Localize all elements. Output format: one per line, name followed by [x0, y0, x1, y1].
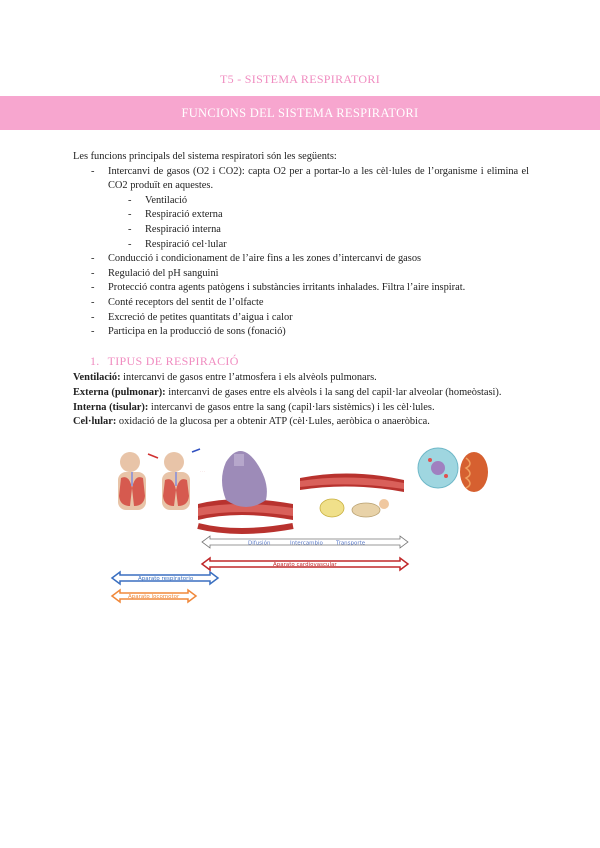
list-item: - Respiració interna	[108, 223, 529, 238]
intro-text: Les funcions principals del sistema respiratori són les següents:	[73, 151, 337, 162]
respiration-diagram	[108, 442, 493, 612]
list-item: - Intercanvi de gasos (O2 i CO2): capta O2 per a portar-lo a les cèl·lules de l’organisme i elimina el CO2 produït en aquestes. - Ventilació - Respiració externa - Respiració interna - Respiració cel·lular	[73, 165, 529, 253]
cardiovascular-label: Aparato cardiovascular	[273, 562, 337, 568]
systemic-capillary-illustration	[300, 473, 404, 517]
definition-externa: Externa (pulmonar): intercanvi de gases entre els alvèols i la sang del capil·lar alveolar (homeòstasi).	[73, 386, 502, 398]
lungs-inspiration-illustration	[118, 452, 158, 510]
locomotor-label: Aparato locomotor	[128, 594, 180, 600]
list-item: - Excreció de petites quantitats d’aigua i calor	[73, 311, 529, 326]
list-item: - Conté receptors del sentit de l’olfacte	[73, 296, 529, 311]
list-item: - Respiració externa	[108, 208, 529, 223]
lungs-expiration-illustration	[162, 449, 200, 510]
functions-list	[73, 165, 529, 340]
exchange-label-transporte: Transporte	[336, 540, 366, 547]
respiratorio-arrow	[112, 572, 218, 584]
list-item: - Conducció i condicionament de l’aire fins a les zones d’intercanvi de gasos	[73, 252, 529, 267]
mitochondrion-illustration	[460, 452, 488, 492]
list-item: - Ventilació	[108, 194, 529, 209]
svg-text:· · ·: · · ·	[200, 469, 205, 473]
section-heading	[90, 354, 529, 369]
cell-illustration	[418, 448, 458, 488]
cardiovascular-arrow	[202, 558, 408, 570]
locomotor-arrow	[112, 590, 196, 602]
section-number: 1.	[90, 353, 100, 368]
exchange-label-intercambio: Intercambio	[290, 540, 323, 547]
section-banner: FUNCIONS DEL SISTEMA RESPIRATORI	[0, 96, 600, 130]
respiratorio-label: Aparato respiratorio	[138, 576, 194, 582]
list-item: - Respiració cel·lular	[108, 238, 529, 253]
list-item: - Participa en la producció de sons (fonació)	[73, 325, 529, 340]
alveolus-capillary-illustration	[198, 451, 293, 531]
section-title: TIPUS DE RESPIRACIÓ	[107, 353, 239, 368]
definition-ventilacio: Ventilació: intercanvi de gasos entre l’atmosfera i els alvèols pulmonars.	[73, 372, 377, 384]
list-item: - Regulació del pH sanguini	[73, 267, 529, 282]
list-item: - Protecció contra agents patògens i substàncies irritants inhalades. Filtra l’aire inspirat.	[73, 281, 529, 296]
document-title: T5 - SISTEMA RESPIRATORI	[219, 72, 380, 86]
exchange-arrow	[202, 536, 408, 548]
definition-interna: Interna (tisular): intercanvi de gasos entre la sang (capil·lars sistèmics) i les cèl·lules.	[73, 401, 435, 413]
exchange-label-diffusion: Difusión	[248, 540, 271, 547]
respiration-figure	[108, 442, 493, 612]
gas-exchange-sublist	[108, 194, 529, 252]
main-content	[73, 150, 529, 430]
definition-cellular: Cel·lular: oxidació de la glucosa per a obtenir ATP (cèl·Lules, aeròbica o anaeròbica.	[73, 416, 430, 428]
